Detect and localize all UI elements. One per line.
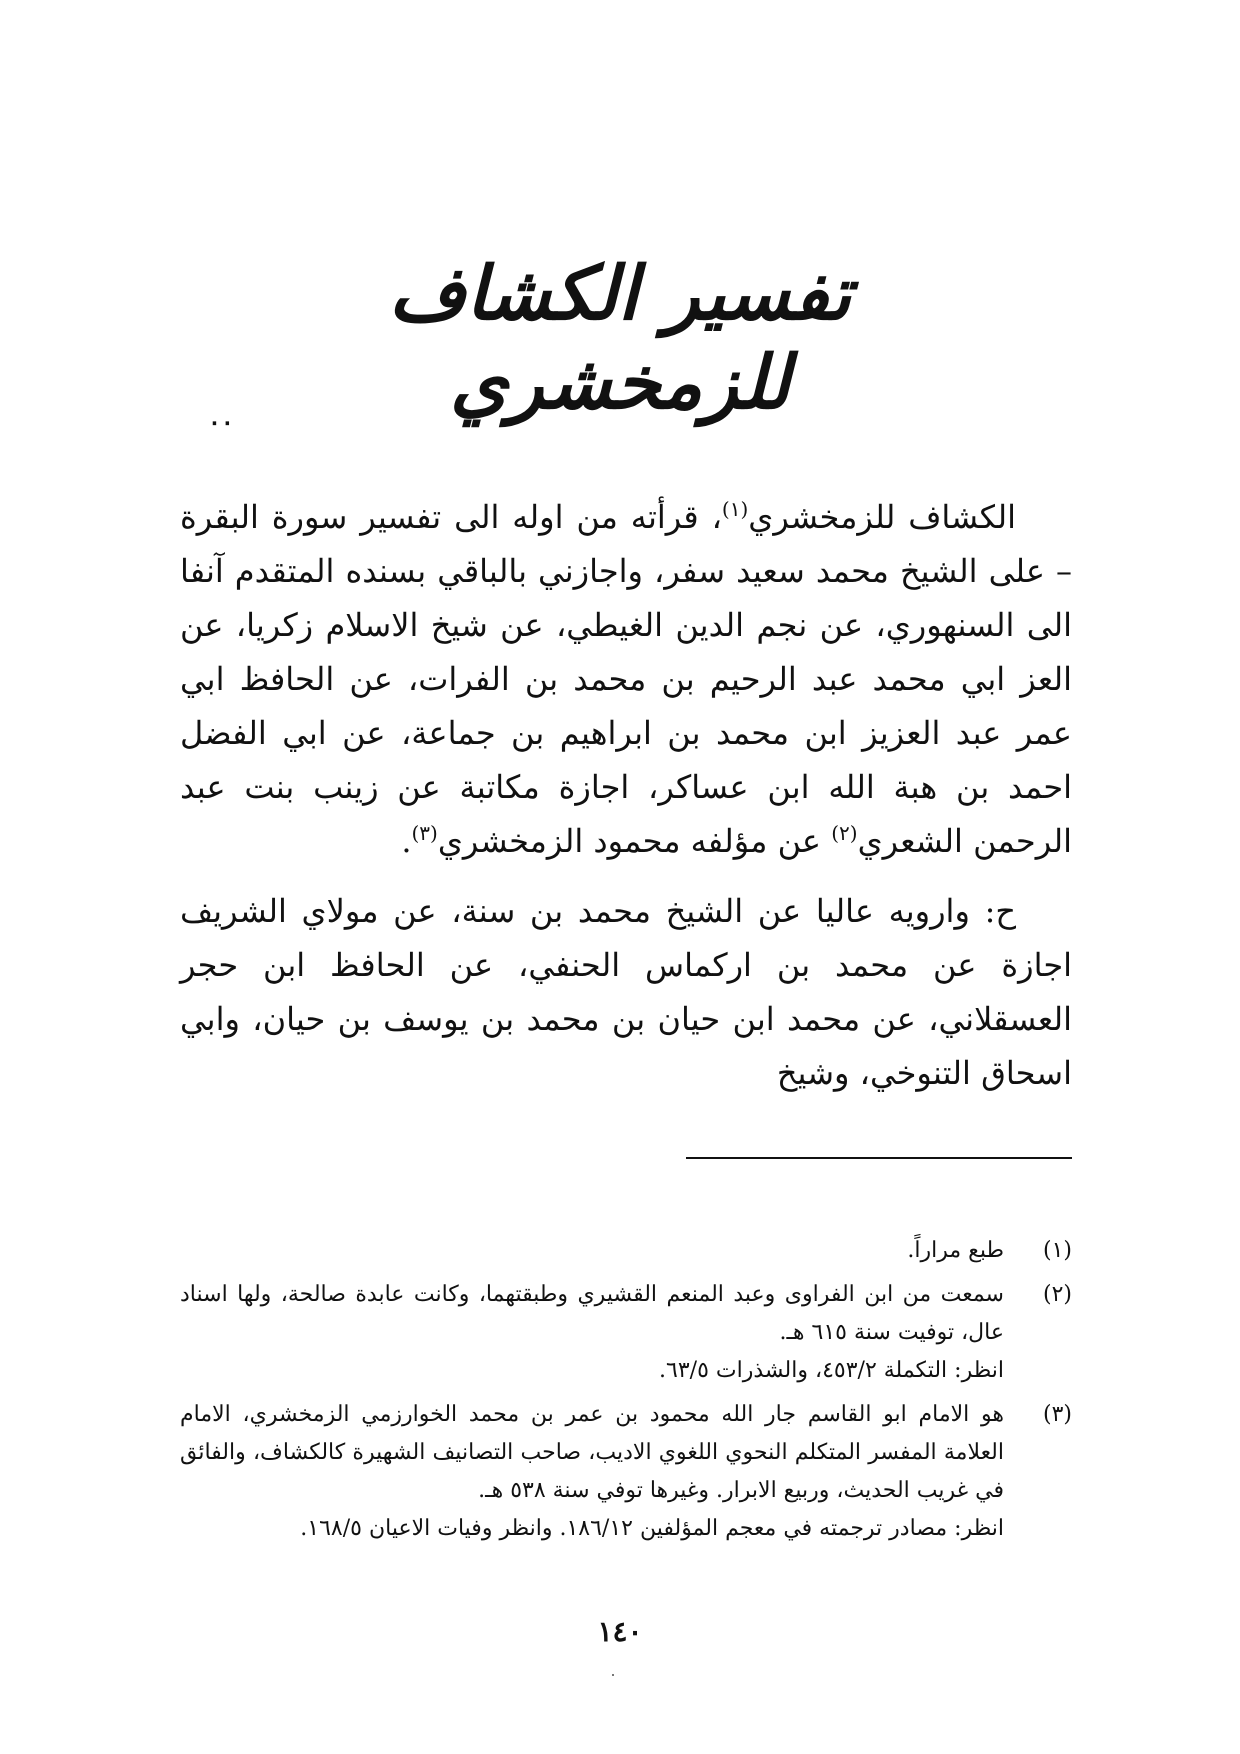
- paragraph-2: ح: وارويه عاليا عن الشيخ محمد بن سنة، عن مولاي الشريف اجازة عن محمد بن اركماس الحنفي، عن الحافظ ابن حجر العسقلاني، عن محمد ابن حيان بن محمد بن يوسف بن حيان، وابي اسحاق التنوخي، وشيخ: [180, 892, 1072, 1092]
- footnote-line: انظر: التكملة ٤٥٣/٢، والشذرات ٦٣/٥.: [659, 1358, 1004, 1383]
- footnote-line: طبع مراراً.: [907, 1238, 1004, 1263]
- footnote-ref-2: (٢): [831, 821, 858, 845]
- main-text: [180, 490, 1072, 1100]
- paragraph-1-part-4: .: [401, 822, 412, 860]
- footnotes: [180, 1232, 1072, 1554]
- footnote-text: [180, 1396, 1004, 1548]
- footnote-line: هو الامام ابو القاسم جار الله محمود بن عمر بن محمد الخوارزمي الزمخشري، الامام العلامة المفسر المتكلم النحوي اللغوي الاديب، صاحب التصانيف الشهيرة كالكشاف، والفائق في غريب الحديث، وربيع الابرار. وغيرها توفي سنة ٥٣٨ هـ.: [180, 1402, 1004, 1503]
- paragraph-1-part-2: ، قرأته من اوله الى تفسير سورة البقرة – على الشيخ محمد سعيد سفر، واجازني بالباقي بسنده المتقدم آنفا الى السنهوري، عن نجم الدين الغيطي، عن شيخ الاسلام زكريا، عن العز ابي محمد عبد الرحيم بن محمد بن الفرات، عن الحافظ ابي عمر عبد العزيز ابن محمد بن ابراهيم بن جماعة، عن ابي الفضل احمد بن هبة الله ابن عساكر، اجازة مكاتبة عن زينب بنت عبد الرحمن الشعري: [180, 498, 1073, 860]
- paragraph-1-part-3: عن مؤلفه محمود الزمخشري: [437, 822, 832, 860]
- page-number: ١٤٠: [597, 1615, 643, 1648]
- footnote-1: [180, 1232, 1072, 1270]
- ornament-mark: ٠٠: [208, 407, 234, 436]
- footnote-ref-1: (١): [721, 497, 749, 521]
- footnote-text: [180, 1232, 1004, 1270]
- footnote-number: (١): [1042, 1238, 1072, 1263]
- footnote-3: [180, 1396, 1072, 1548]
- paragraph-1: [180, 490, 1072, 868]
- footnote-2: [180, 1276, 1072, 1390]
- page-title: تفسير الكشاف للزمخشري: [388, 251, 852, 426]
- footnote-text: [180, 1276, 1004, 1390]
- footnote-line: سمعت من ابن الفراوى وعبد المنعم القشيري وطبقتهما، وكانت عابدة صالحة، ولها اسناد عال، توفيت سنة ٦١٥ هـ.: [180, 1282, 1004, 1345]
- scan-speck: [612, 1674, 614, 1676]
- footnote-separator: [686, 1157, 1072, 1159]
- footnote-number: (٢): [1042, 1282, 1072, 1307]
- paragraph-1-part-1: الكشاف للزمخشري: [748, 498, 1017, 536]
- footnote-number: (٣): [1042, 1402, 1072, 1427]
- footnote-ref-3: (٣): [411, 821, 438, 845]
- footnote-line: انظر: مصادر ترجمته في معجم المؤلفين ١٨٦/١٢. وانظر وفيات الاعيان ١٦٨/٥.: [300, 1516, 1004, 1541]
